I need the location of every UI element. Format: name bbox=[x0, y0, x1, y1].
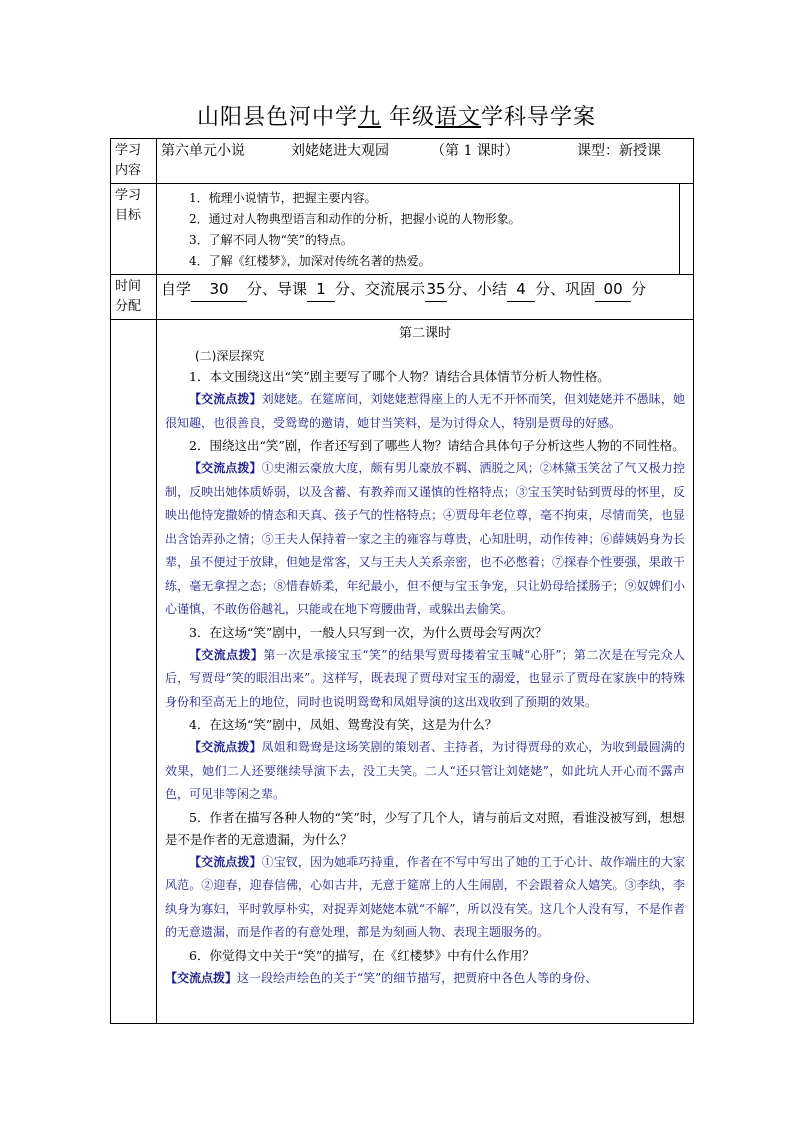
question-6: 6．你觉得文中关于“笑”的描写，在《红楼梦》中有什么作用？ bbox=[189, 947, 535, 963]
question-5: 5．作者在描写各种人物的“笑”时，少写了几个人，请与前后文对照，看谁没被写到，想想是不是作者的无意遗漏，为什么？ bbox=[165, 809, 685, 847]
question-1: 1．本文围绕这出“笑”剧主要写了哪个人物？请结合具体情节分析人物性格。 bbox=[189, 369, 610, 384]
answer-3: 【交流点拨】第一次是承接宝玉“笑”的结果写贾母搂着宝玉喊“心肝”；第二次是在写完众人后，写贾母“笑的眼泪出来”。这样写，既表现了贾母对宝玉的溺爱，也显示了贾母在家族中的特殊身份和至高无上的地位，同时也说明鸳鸯和凤姐导演的这出戏收到了预期的效果。 bbox=[165, 647, 685, 709]
answer-4: 【交流点拨】凤姐和鸳鸯是这场笑剧的策划者、主持者，为讨得贾母的欢心，为收到最圆满的效果，她们二人还要继续导演下去，没工夫笑。二人“还只管让刘姥姥”，如此坑人开心而不露声色，可见非等闲之辈。 bbox=[165, 740, 685, 801]
question-3: 3．在这场“笑”剧中，一般人只写到一次，为什么贾母会写两次？ bbox=[189, 624, 548, 640]
answer-1: 【交流点拨】刘姥姥。在筵席间，刘姥姥惹得座上的人无不开怀而笑，但刘姥姥并不愚昧，她很知趣，也很善良，受鸳鸯的邀请，她甘当笑料，是为讨得众人，特别是贾母的好感。 bbox=[165, 392, 685, 430]
answer-5: 【交流点拨】①宝钗，因为她乖巧持重，作者在不写中写出了她的工于心计、故作端庄的大家风范。②迎春，迎春信佛，心如古井，无意于筵席上的人生闹剧，不会跟着众人嬉笑。③李纨，李纨身为寡妇，平时敦厚朴实，对捉弄刘姥姥本就“不解”，所以没有笑。这几个人没有写，不是作者的无意遗漏，而是作者的有意处理，都是为刻画人物、表现主题服务的。 bbox=[165, 854, 685, 939]
section-heading: (二)深层探究 bbox=[195, 349, 265, 363]
period-label: （第 1 课时） bbox=[431, 143, 519, 159]
study-plan-table bbox=[110, 138, 694, 1024]
page-title: 山阳县色河中学九 年级语文学科导学案 bbox=[196, 105, 597, 130]
lesson-name: 刘姥姥进大观园 bbox=[291, 143, 389, 159]
intro-minutes: 1 bbox=[307, 277, 335, 302]
row-label-goals: 学习目标 bbox=[111, 184, 157, 275]
question-2: 2．围绕这出“笑”剧，作者还写到了哪些人物？请结合具体句子分析这些人物的不同性格。 bbox=[189, 438, 685, 453]
review-minutes: 00 bbox=[595, 277, 631, 302]
lesson-content bbox=[157, 320, 694, 1024]
goal-item: 1．梳理小说情节，把握主要内容。 bbox=[189, 191, 377, 205]
unit-name: 第六单元小说 bbox=[161, 143, 245, 159]
lesson-title: 第二课时 bbox=[398, 326, 451, 341]
row-label-empty bbox=[111, 320, 157, 1024]
time-allocation: 自学 30 分、导课 1 分、交流展示35分、小结 4 分、巩固 00 分 bbox=[157, 275, 694, 320]
grade-value: 九 bbox=[357, 105, 381, 130]
lesson-type: 课型：新授课 bbox=[577, 143, 661, 159]
subject-value: 语文 bbox=[435, 105, 482, 130]
discussion-minutes: 35 bbox=[425, 277, 447, 302]
answer-6: 【交流点拨】这一段绘声绘色的关于“笑”的细节描写，把贾府中各色人等的身份、 bbox=[165, 970, 598, 985]
goal-item: 4．了解《红楼梦》，加深对传统名著的热爱。 bbox=[189, 254, 431, 268]
summary-minutes: 4 bbox=[507, 277, 535, 302]
goal-item: 2．通过对人物典型语言和动作的分析，把握小说的人物形象。 bbox=[189, 212, 521, 226]
lesson-info-row bbox=[157, 139, 694, 184]
goals-cell bbox=[157, 184, 694, 275]
goal-item: 3．了解不同人物“笑”的特点。 bbox=[189, 233, 353, 247]
row-label-time: 时间分配 bbox=[111, 275, 157, 320]
self-study-minutes: 30 bbox=[191, 277, 247, 302]
question-4: 4．在这场“笑”剧中，凤姐、鸳鸯没有笑，这是为什么？ bbox=[189, 717, 498, 732]
answer-2: 【交流点拨】①史湘云豪放大度，颇有男儿豪放不羁、洒脱之风；②林黛玉笑岔了气又极力控制，反映出她体质娇弱，以及含蓄、有教养而又谨慎的性格特点；③宝玉笑时钻到贾母的怀里，反映出他恃宠撒娇的情态和天真、孩子气的性格特点；④贾母年老位尊，毫不拘束，尽情而笑，也显出含饴弄孙之情；⑤王夫人保持着一家之主的雍容与尊贵，心知肚明，动作传神；⑥薛姨妈身为长辈，虽不便过于放肆，但她是常客，又与王夫人关系亲密，也不必憋着；⑦探春个性要强，果敢干练，毫无拿捏之态；⑧惜春娇柔，年纪最小，但不便与宝玉争宠，只让奶母给揉肠子；⑨奴婢们小心谨慎，不敢伤俗越礼，只能或在地下弯腰曲背，或躲出去偷笑。 bbox=[165, 461, 685, 616]
row-label-content: 学习内容 bbox=[111, 139, 157, 184]
